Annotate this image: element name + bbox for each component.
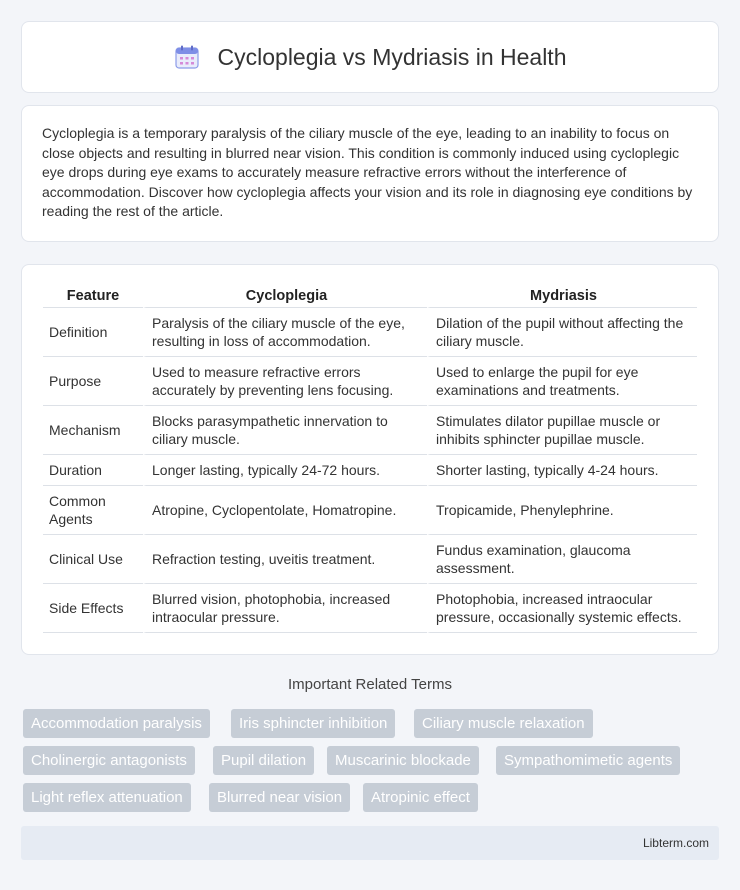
table-row xyxy=(43,486,697,535)
table-row xyxy=(43,535,697,584)
related-term-tag[interactable]: Atropinic effect xyxy=(363,783,478,812)
comparison-table-card xyxy=(21,264,719,655)
header-card xyxy=(21,21,719,93)
table-row xyxy=(43,308,697,357)
cycloplegia-cell: Refraction testing, uveitis treatment. xyxy=(143,535,427,584)
related-term-tag[interactable]: Blurred near vision xyxy=(209,783,350,812)
cycloplegia-cell: Longer lasting, typically 24-72 hours. xyxy=(143,455,427,486)
intro-card xyxy=(21,105,719,242)
mydriasis-cell: Fundus examination, glaucoma assessment. xyxy=(427,535,697,584)
mydriasis-cell: Used to enlarge the pupil for eye examinations and treatments. xyxy=(427,357,697,406)
feature-cell: Mechanism xyxy=(43,406,143,455)
table-row xyxy=(43,584,697,633)
related-term-tag[interactable]: Iris sphincter inhibition xyxy=(231,709,395,738)
mydriasis-cell: Photophobia, increased intraocular pressure, occasionally systemic effects. xyxy=(427,584,697,633)
table-row xyxy=(43,406,697,455)
table-row xyxy=(43,455,697,486)
cycloplegia-cell: Blocks parasympathetic innervation to ciliary muscle. xyxy=(143,406,427,455)
mydriasis-cell: Tropicamide, Phenylephrine. xyxy=(427,486,697,535)
footer-brand-link[interactable]: Libterm.com xyxy=(642,836,709,850)
column-header-cycloplegia: Cycloplegia xyxy=(143,284,427,308)
related-term-tag[interactable]: Ciliary muscle relaxation xyxy=(414,709,593,738)
cycloplegia-cell: Blurred vision, photophobia, increased intraocular pressure. xyxy=(143,584,427,633)
feature-cell: Side Effects xyxy=(43,584,143,633)
page-title: Cycloplegia vs Mydriasis in Health xyxy=(217,43,567,70)
related-term-tag[interactable]: Light reflex attenuation xyxy=(23,783,191,812)
feature-cell: Definition xyxy=(43,308,143,357)
mydriasis-cell: Dilation of the pupil without affecting the ciliary muscle. xyxy=(427,308,697,357)
related-term-tag[interactable]: Sympathomimetic agents xyxy=(496,746,680,775)
mydriasis-cell: Stimulates dilator pupillae muscle or inhibits sphincter pupillae muscle. xyxy=(427,406,697,455)
related-term-tag[interactable]: Muscarinic blockade xyxy=(327,746,479,775)
related-terms-title: Important Related Terms xyxy=(288,676,452,693)
calendar-icon xyxy=(174,44,200,70)
table-row xyxy=(43,357,697,406)
cycloplegia-cell: Paralysis of the ciliary muscle of the eye, resulting in loss of accommodation. xyxy=(143,308,427,357)
related-term-tag[interactable]: Cholinergic antagonists xyxy=(23,746,195,775)
cycloplegia-cell: Atropine, Cyclopentolate, Homatropine. xyxy=(143,486,427,535)
intro-text: Cycloplegia is a temporary paralysis of the ciliary muscle of the eye, leading to an inability to focus on close objects and resulting in blurred near vision. This condition is commonly induced using cycloplegic eye drops during eye exams to accurately measure refractive errors without the interference of accommodation. Discover how cycloplegia affects your vision and its role in diagnosing eye conditions by reading the rest of the article. xyxy=(42,125,693,220)
feature-cell: Common Agents xyxy=(43,486,143,535)
mydriasis-cell: Shorter lasting, typically 4-24 hours. xyxy=(427,455,697,486)
comparison-table xyxy=(43,284,697,633)
column-header-mydriasis: Mydriasis xyxy=(427,284,697,308)
footer xyxy=(21,826,719,860)
feature-cell: Purpose xyxy=(43,357,143,406)
related-term-tag[interactable]: Pupil dilation xyxy=(213,746,314,775)
feature-cell: Clinical Use xyxy=(43,535,143,584)
related-term-tag[interactable]: Accommodation paralysis xyxy=(23,709,210,738)
cycloplegia-cell: Used to measure refractive errors accurately by preventing lens focusing. xyxy=(143,357,427,406)
column-header-feature: Feature xyxy=(43,284,143,308)
feature-cell: Duration xyxy=(43,455,143,486)
table-header-row xyxy=(43,284,697,308)
